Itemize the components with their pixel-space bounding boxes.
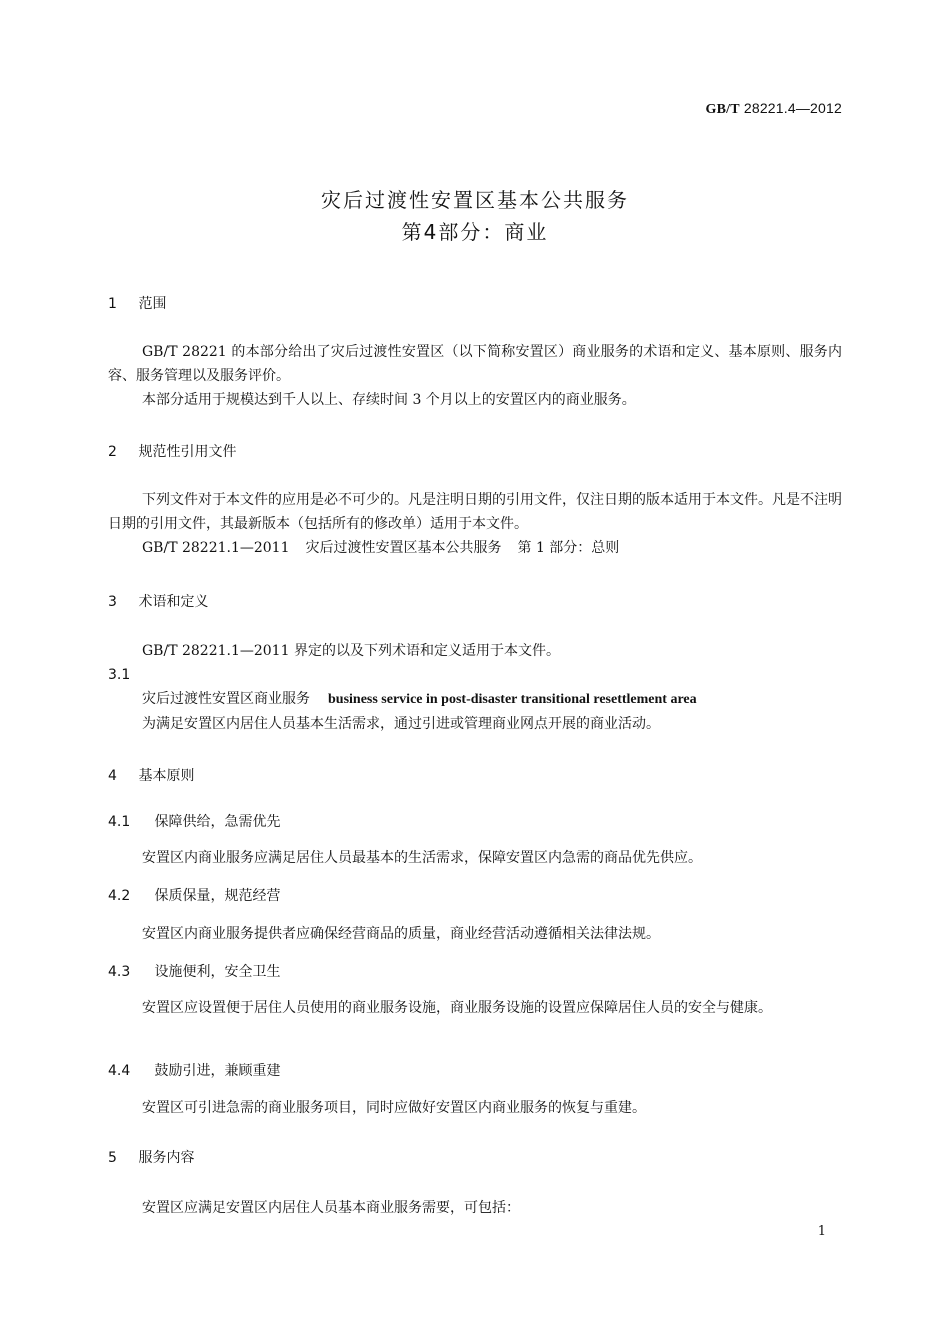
subsection-number: 4.4 [108,1063,131,1079]
section-3-body [108,639,842,736]
subsection-number: 4.3 [108,964,131,980]
section-number: 2 [108,444,117,460]
term-chinese: 灾后过渡性安置区商业服务 [142,691,310,707]
paragraph: 本部分适用于规模达到千人以上、存续时间 3 个月以上的安置区内的商业服务。 [142,392,636,408]
subsection-4-4-body [108,1096,842,1120]
reference-part: 第 1 部分：总则 [517,540,620,556]
term-entry [108,687,842,712]
section-number: 3 [108,594,117,610]
paragraph: 下列文件对于本文件的应用是必不可少的。凡是注明日期的引用文件，仅注日期的版本适用于本文件。凡是不注明日期的引用文件，其最新版本（包括所有的修改单）适用于本文件。 [108,492,842,532]
section-title: 规范性引用文件 [138,444,237,460]
paragraph: 安置区内商业服务应满足居住人员最基本的生活需求，保障安置区内急需的商品优先供应。 [142,850,702,866]
section-number: 5 [108,1150,117,1166]
term-definition: 为满足安置区内居住人员基本生活需求，通过引进或管理商业网点开展的商业活动。 [142,716,660,732]
section-title: 服务内容 [138,1150,195,1166]
subsection-number: 4.2 [108,888,131,904]
standard-number [705,100,842,118]
subsection-title: 设施便利，安全卫生 [154,964,281,980]
subsection-4-2-body [108,922,842,946]
section-number: 1 [108,296,117,312]
reference-entry [108,536,842,560]
standard-code: 28221.4—2012 [743,100,842,116]
paragraph: GB/T 28221.1—2011 界定的以及下列术语和定义适用于本文件。 [142,643,560,659]
subsection-number: 4.1 [108,814,131,830]
section-1-heading [108,292,842,316]
section-5-heading [108,1146,842,1170]
section-4-heading [108,764,842,788]
subsection-title: 鼓励引进，兼顾重建 [154,1063,281,1079]
document-subtitle: 第4部分：商业 [401,220,549,244]
paragraph: 安置区应设置便于居住人员使用的商业服务设施，商业服务设施的设置应保障居住人员的安全与健康。 [142,1000,772,1016]
reference-title: 灾后过渡性安置区基本公共服务 [305,540,502,556]
subsection-4-4-heading [108,1059,842,1083]
paragraph: 安置区应满足安置区内居住人员基本商业服务需要，可包括： [142,1200,520,1216]
standard-prefix: GB/T [705,102,740,117]
paragraph: 安置区可引进急需的商业服务项目，同时应做好安置区内商业服务的恢复与重建。 [142,1100,646,1116]
section-title: 范围 [138,296,167,312]
section-2-heading [108,440,842,464]
section-title: 术语和定义 [138,594,209,610]
subsection-title: 保质保量，规范经营 [154,888,281,904]
paragraph: 安置区内商业服务提供者应确保经营商品的质量，商业经营活动遵循相关法律法规。 [142,926,660,942]
section-title: 基本原则 [138,768,195,784]
subsection-4-1-heading [108,810,842,834]
subsection-4-1-body [108,846,842,870]
subsection-4-3-heading [108,960,842,984]
section-5-body [108,1196,842,1220]
section-2-body [108,488,842,560]
page-number: 1 [817,1224,826,1239]
subsection-title: 保障供给，急需优先 [154,814,281,830]
paragraph: GB/T 28221 的本部分给出了灾后过渡性安置区（以下简称安置区）商业服务的术语和定义、基本原则、服务内容、服务管理以及服务评价。 [108,344,842,384]
subsection-4-3-body [108,996,842,1020]
subsection-4-2-heading [108,884,842,908]
section-number: 4 [108,768,117,784]
document-title: 灾后过渡性安置区基本公共服务 [321,188,629,212]
section-3-heading [108,590,842,614]
reference-code: GB/T 28221.1—2011 [142,540,290,556]
term-number: 3.1 [108,667,131,683]
section-1-body [108,340,842,412]
term-english: business service in post-disaster transitional resettlement area [328,692,697,707]
